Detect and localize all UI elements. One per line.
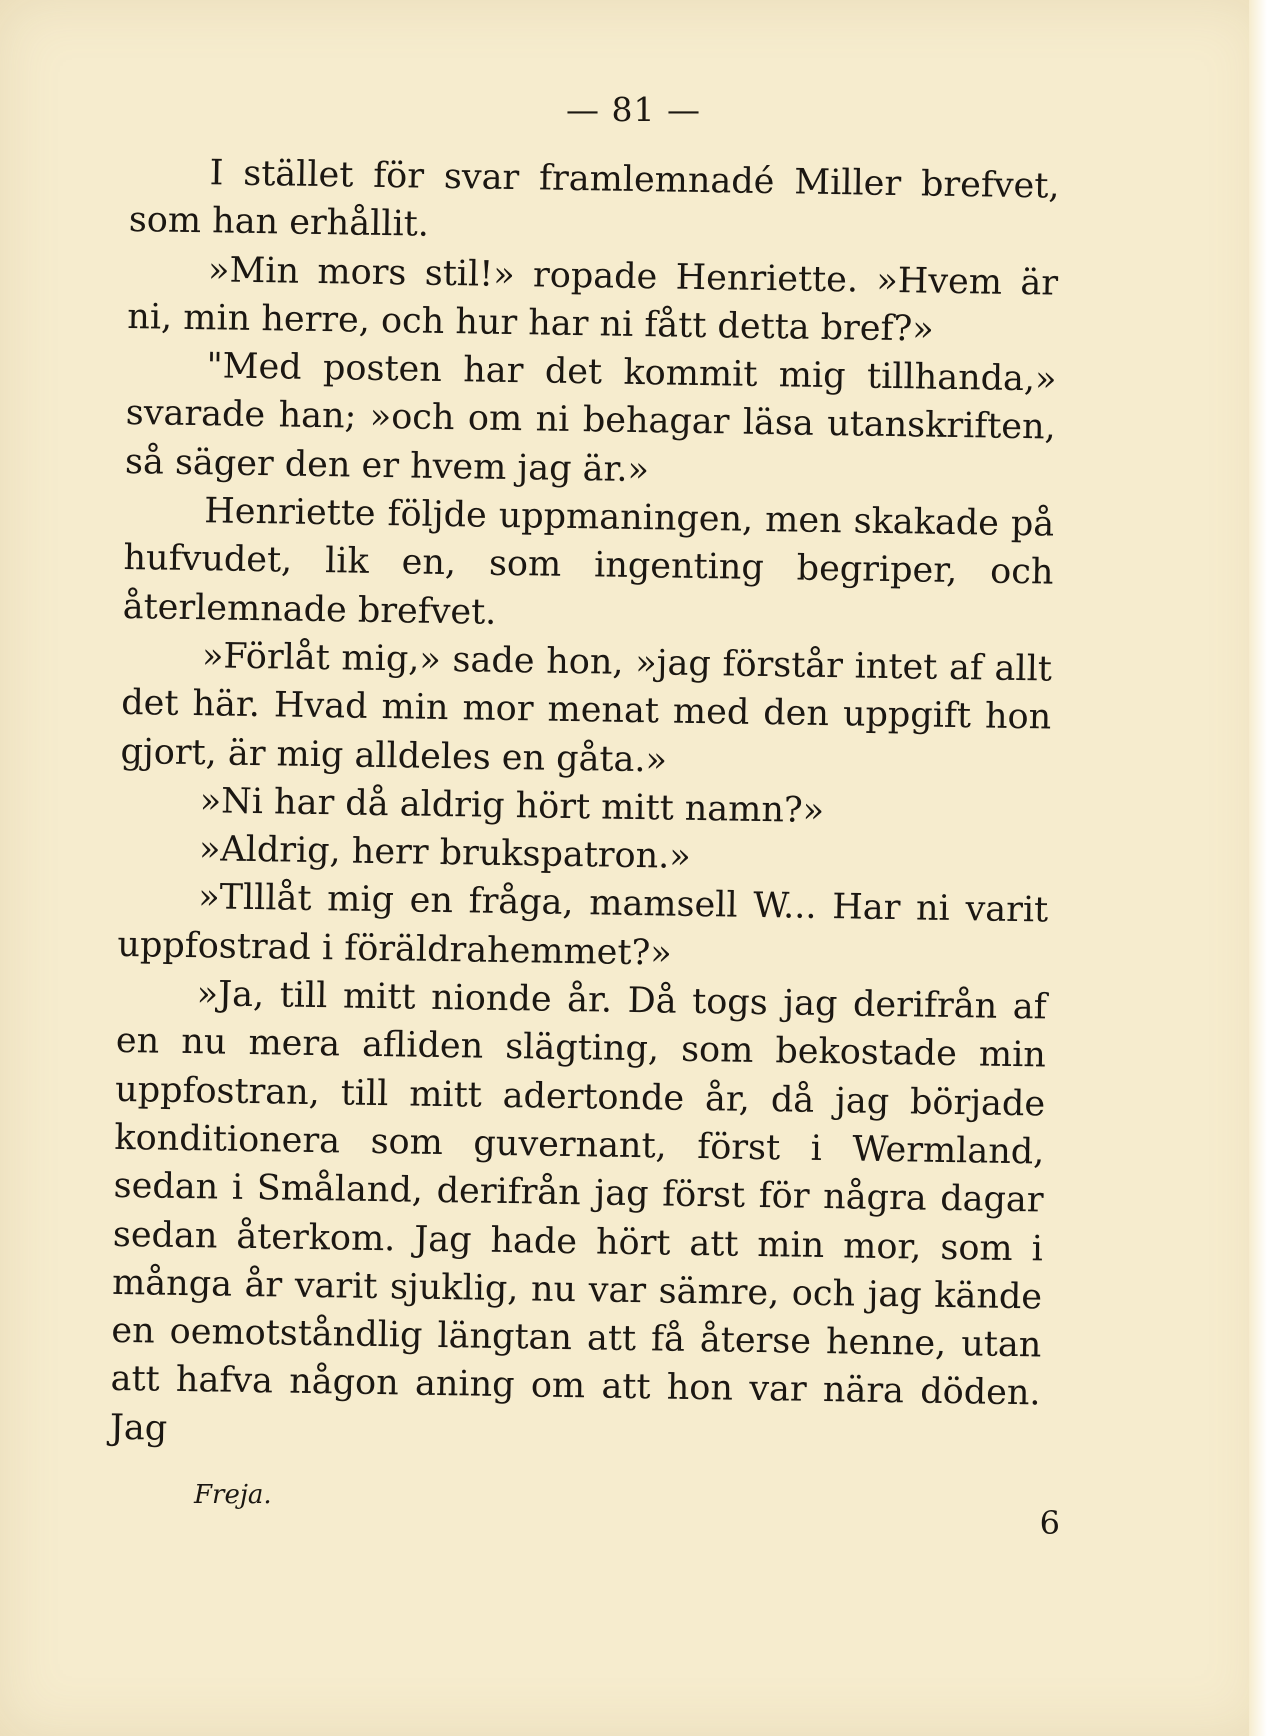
paragraph: I stället för svar framlemnadé Miller brefvet, som han erhållit. (128, 153, 1060, 245)
paragraph: »Aldrig, herr brukspatron.» (198, 829, 692, 878)
page-edge (1249, 0, 1267, 1736)
paragraph: "Med posten har det kommit mig tillhanda,» svarade han; »och om ni behagar läsa utanskriften, så säger den er hvem jag är.» (124, 346, 1057, 490)
page-number-header: — 81 — (566, 90, 701, 129)
paragraph: »Ja, till mitt nionde år. Då togs jag derifrån af en nu mera afliden slägting, som bekostade min uppfostran, till mitt adertonde år, då jag började konditionera som guvernant, först i Wermland, sedan i Småland, derifrån jag först för några dagar sedan återkom. Jag hade hört att min mor, som i många år varit sjuklig, nu var sämre, och jag kände en oemotståndlig längtan att få återse henne, utan att hafva någon aning om att hon var nära döden. Jag (109, 974, 1047, 1449)
body-text (110, 148, 1060, 1466)
paragraph: »Min mors stil!» ropade Henriette. »Hvem är ni, min herre, och hur har ni fått detta bref?» (127, 249, 1059, 350)
signature-number: 6 (1039, 1504, 1060, 1542)
paragraph: Henriette följde uppmaningen, men skakade på hufvudet, lik en, som ingenting begriper, och återlemnade brefvet. (122, 491, 1055, 633)
paragraph: »Förlåt mig,» sade hon, »jag förstår intet af allt det här. Hvad min mor menat med den uppgift hon gjort, är mig alldeles en gåta.» (120, 636, 1053, 781)
signature-mark: Freja. (194, 1480, 272, 1510)
paragraph: »Ni har då aldrig hört mitt namn?» (199, 781, 825, 831)
paragraph: »Tlllåt mig en fråga, mamsell W... Har ni varit uppfostrad i föräldrahemmet?» (117, 877, 1049, 974)
